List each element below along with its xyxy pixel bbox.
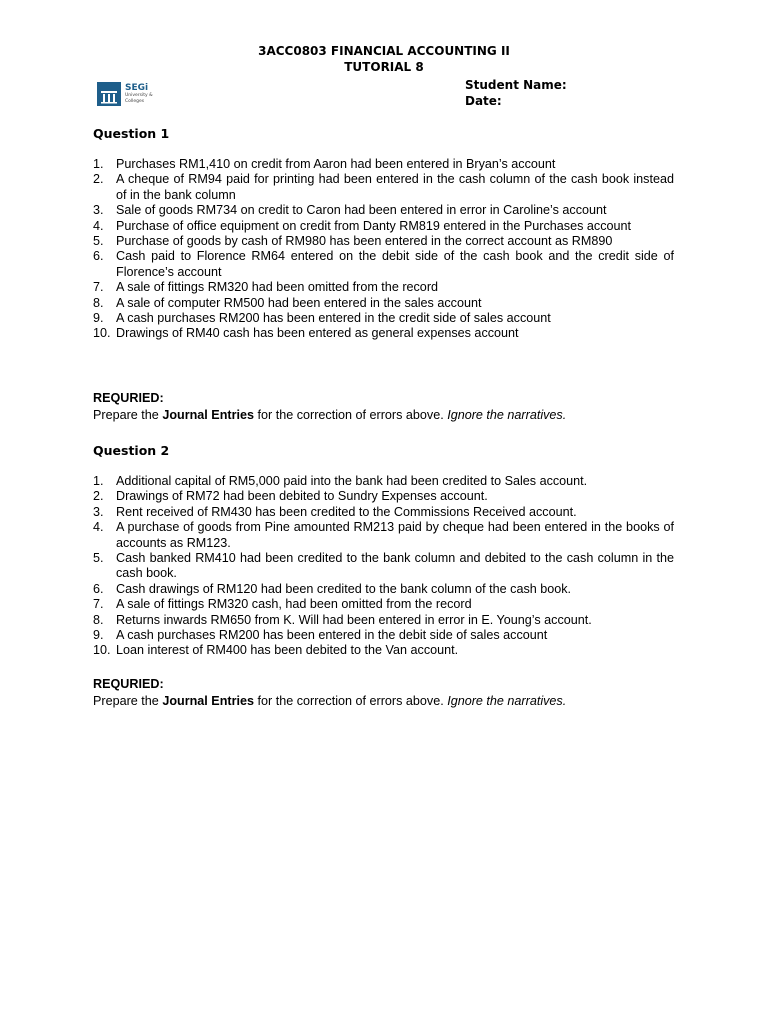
list-item [93,520,674,551]
item-number: 8. [93,612,104,627]
item-number: 5. [93,234,104,249]
item-text: A cash purchases RM200 has been entered in the debit side of sales account [116,628,548,643]
item-text: A cheque of RM94 paid for printing had been entered in the cash column of the cash book instead of in the bank column [116,172,674,202]
instruction-note: Ignore the narratives. [447,694,567,708]
question-1-heading: Question 1 [93,126,170,141]
item-text: Drawings of RM72 had been debited to Sundry Expenses account. [116,489,488,504]
item-text: Purchases RM1,410 on credit from Aaron had been entered in Bryan’s account [116,157,556,171]
item-number: 7. [93,280,104,295]
instruction-middle: for the correction of errors above. [254,694,448,708]
item-number: 2. [93,489,104,504]
segi-logo [97,80,167,108]
list-item [93,474,674,489]
list-item [93,296,674,311]
list-item [93,613,674,628]
item-number: 2. [93,172,104,187]
list-item [93,157,674,172]
item-number: 1. [93,474,104,488]
logo-brand: SEGi [125,83,149,93]
item-number: 4. [93,218,104,233]
question-1-list [93,157,674,342]
tutorial-title: TUTORIAL 8 [344,60,424,74]
logo-text [125,84,153,104]
list-item [93,551,674,582]
date-label: Date: [465,94,502,108]
item-text: Returns inwards RM650 from K. Will had been entered in error in E. Young’s account. [116,612,592,627]
logo-subtitle-line-2: Colleges [125,98,145,104]
question-2-instruction [93,694,566,708]
item-text: A purchase of goods from Pine amounted RM213 paid by cheque had been entered in the books of accounts as RM123. [116,520,674,550]
item-text: Additional capital of RM5,000 paid into the bank had been credited to Sales account. [116,474,588,488]
list-item [93,280,674,295]
item-number: 5. [93,551,104,566]
list-item [93,219,674,234]
item-number: 9. [93,311,104,326]
item-text: Sale of goods RM734 on credit to Caron had been entered in error in Caroline’s account [116,203,607,218]
item-text: A sale of fittings RM320 cash, had been omitted from the record [116,597,472,612]
item-text: A sale of computer RM500 had been entered in the sales account [116,295,482,310]
item-text: Cash banked RM410 had been credited to the bank column and debited to the cash column in the cash book. [116,551,674,581]
item-text: Loan interest of RM400 has been debited to the Van account. [116,643,459,658]
segi-building-glyph [97,82,121,106]
instruction-emphasis: Journal Entries [162,694,254,708]
logo-subtitle-line-1: University & [125,93,153,98]
item-number: 8. [93,295,104,310]
student-name-label: Student Name: [465,78,567,92]
list-item [93,311,674,326]
list-item [93,172,674,203]
instruction-emphasis: Journal Entries [162,408,254,422]
item-text: A cash purchases RM200 has been entered in the credit side of sales account [116,311,551,326]
item-text: Rent received of RM430 has been credited to the Commissions Received account. [116,504,577,519]
list-item [93,505,674,520]
item-text: Cash paid to Florence RM64 entered on the debit side of the cash book and the credit side of Florence’s account [116,249,674,279]
list-item [93,234,674,249]
item-number: 3. [93,504,104,519]
item-number: 7. [93,597,104,612]
item-number: 10. [93,326,111,341]
question-2-heading: Question 2 [93,443,170,458]
question-1-required-label: REQURIED: [93,391,164,405]
item-number: 4. [93,520,104,535]
item-number: 6. [93,581,104,596]
list-item [93,628,674,643]
question-1-instruction [93,408,566,422]
instruction-middle: for the correction of errors above. [254,408,448,422]
item-text: Purchase of goods by cash of RM980 has been entered in the correct account as RM890 [116,234,613,249]
item-number: 9. [93,628,104,643]
course-title: 3ACC0803 FINANCIAL ACCOUNTING II [258,44,510,58]
list-item [93,489,674,504]
question-2-required-label: REQURIED: [93,677,164,691]
item-number: 1. [93,157,104,171]
segi-building-icon [97,82,121,106]
list-item [93,643,674,658]
instruction-note: Ignore the narratives. [447,408,567,422]
list-item [93,582,674,597]
item-text: Purchase of office equipment on credit from Danty RM819 entered in the Purchases account [116,218,631,233]
instruction-prefix: Prepare the [93,408,163,422]
item-number: 10. [93,643,111,658]
instruction-prefix: Prepare the [93,694,163,708]
item-text: Drawings of RM40 cash has been entered as general expenses account [116,326,519,341]
question-2-list [93,474,674,659]
item-number: 3. [93,203,104,218]
item-text: Cash drawings of RM120 had been credited to the bank column of the cash book. [116,581,572,596]
list-item [93,203,674,218]
list-item [93,249,674,280]
item-text: A sale of fittings RM320 had been omitted from the record [116,280,439,295]
list-item [93,326,674,341]
list-item [93,597,674,612]
item-number: 6. [93,249,104,264]
